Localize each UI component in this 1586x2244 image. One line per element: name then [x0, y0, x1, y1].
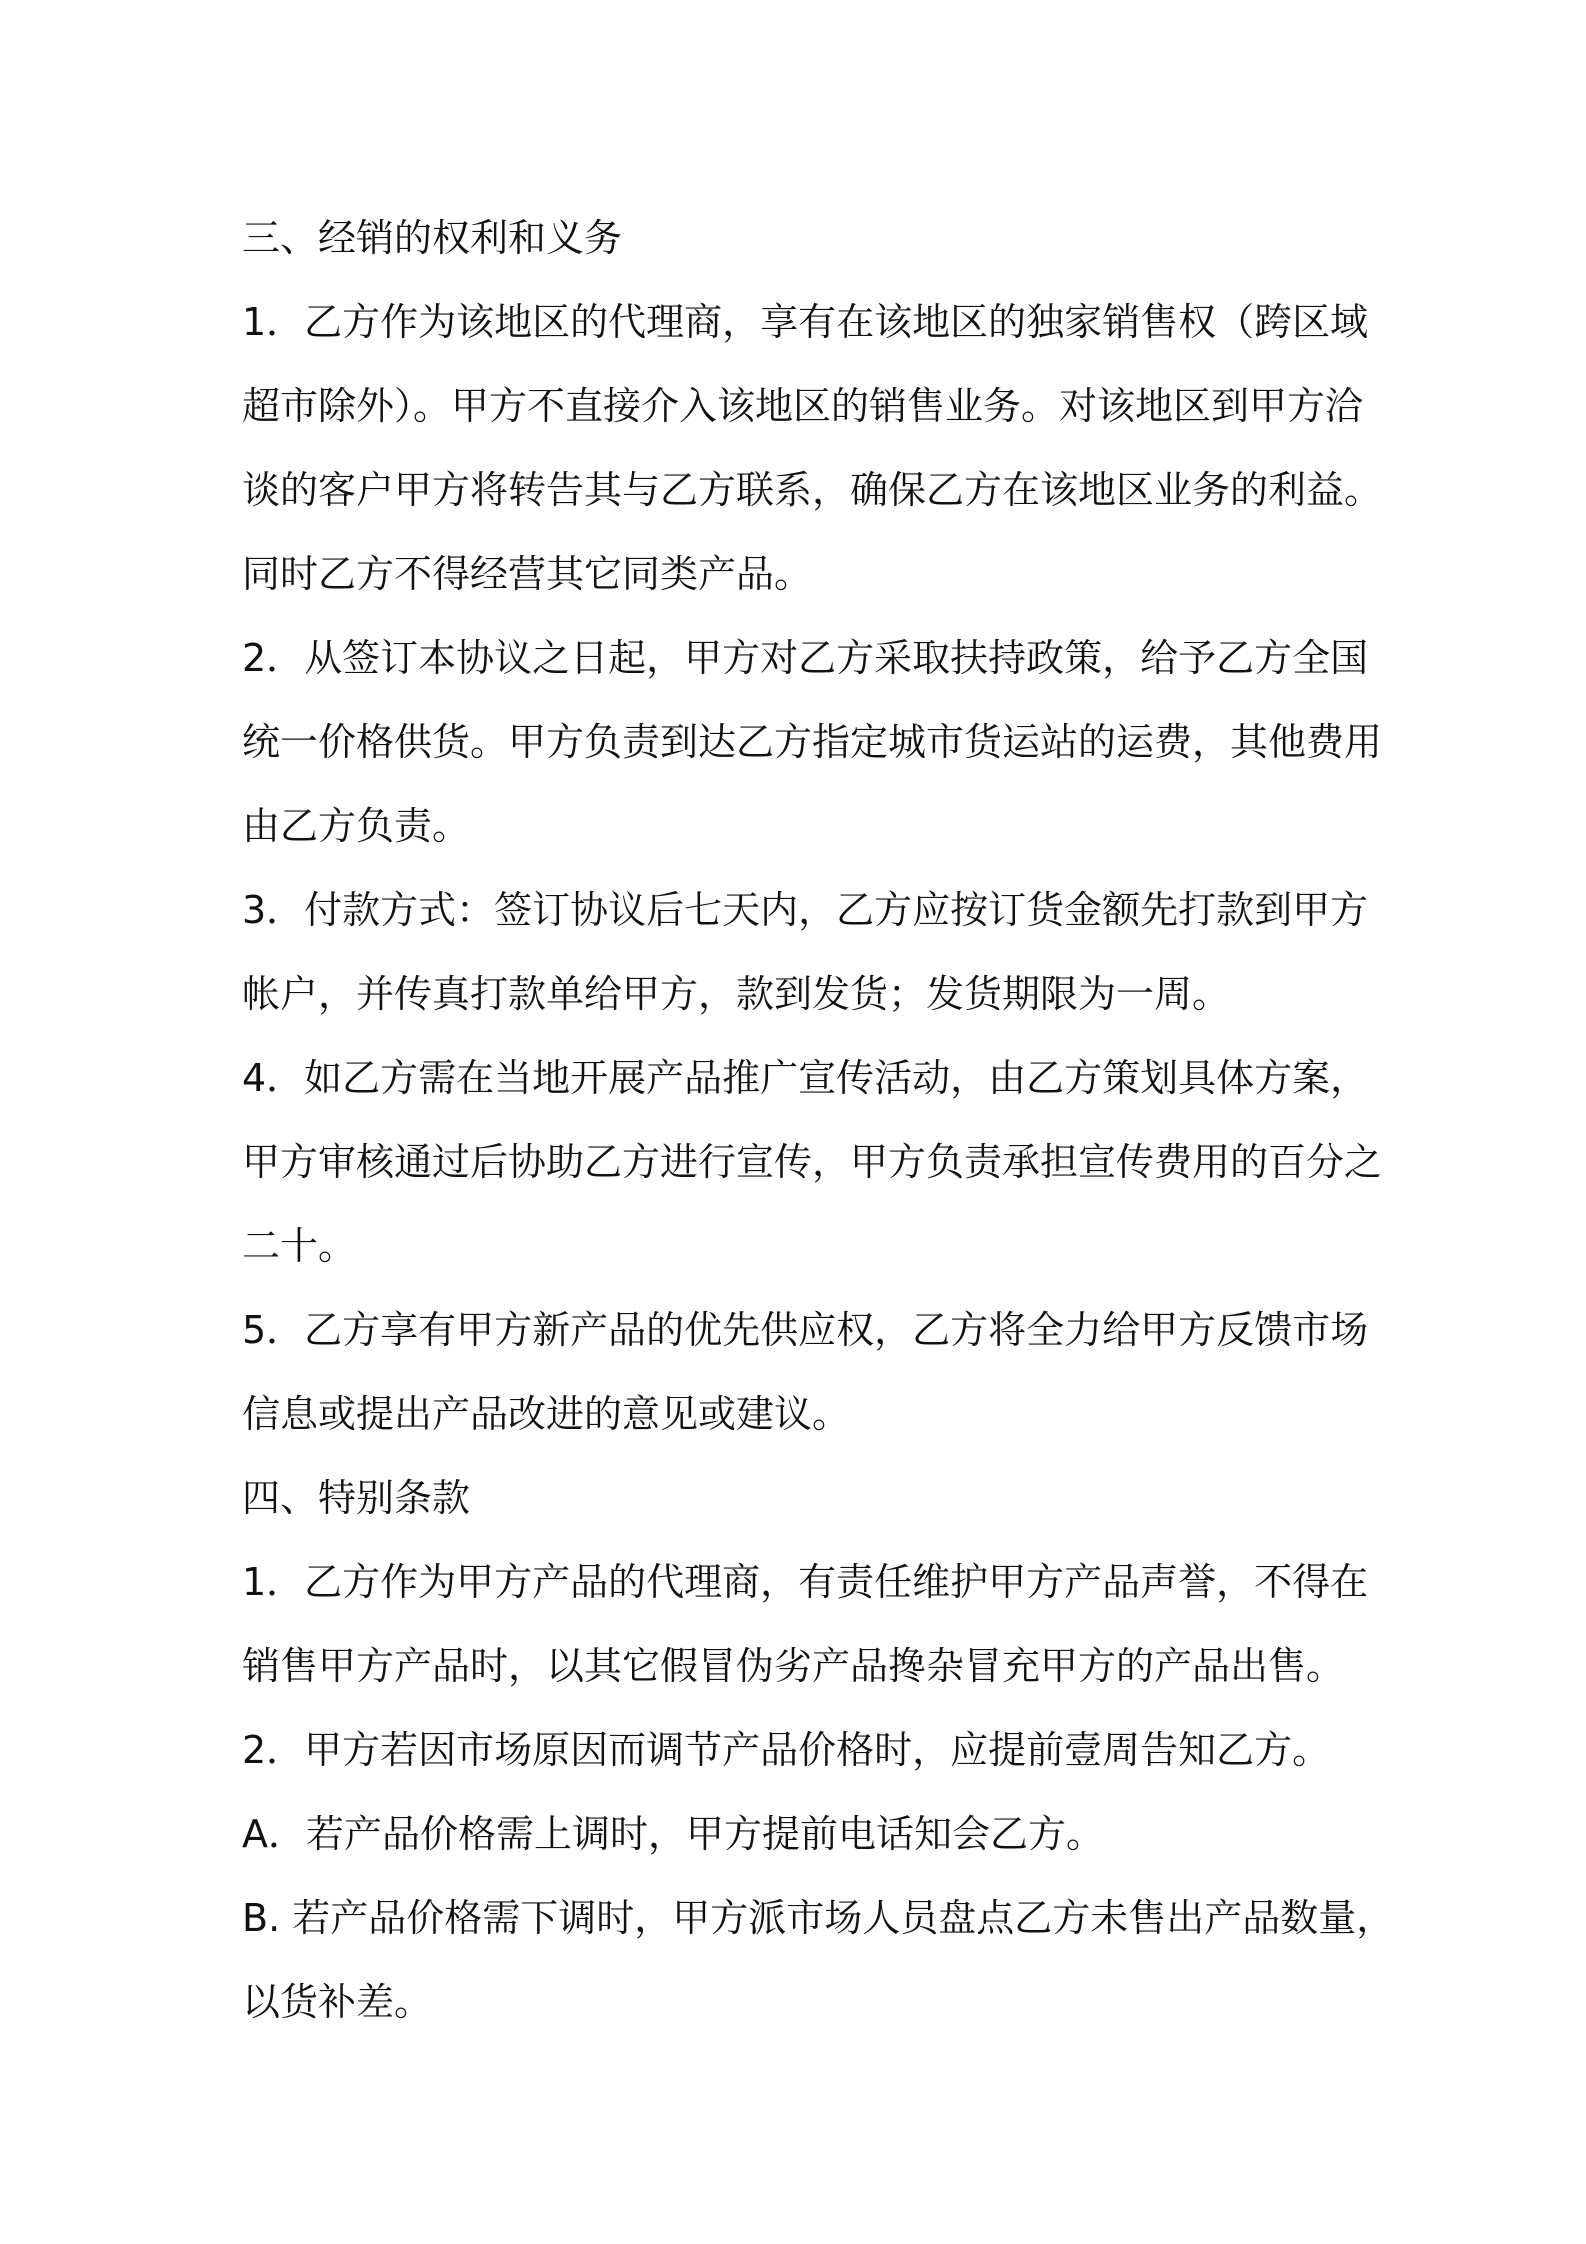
- paragraph-line: 二十。: [242, 1224, 357, 1268]
- paragraph-line: 信息或提出产品改进的意见或建议。: [242, 1392, 851, 1436]
- paragraph-line: 销售甲方产品时，以其它假冒伪劣产品搀杂冒充甲方的产品出售。: [242, 1644, 1345, 1688]
- paragraph-line: 超市除外）。甲方不直接介入该地区的销售业务。对该地区到甲方洽: [242, 384, 1364, 428]
- section-heading-rights-obligations: 三、经销的权利和义务: [242, 216, 623, 260]
- paragraph-line: 3．付款方式：签订协议后七天内，乙方应按订货金额先打款到甲方: [242, 888, 1369, 932]
- paragraph-line: 2．从签订本协议之日起，甲方对乙方采取扶持政策，给予乙方全国: [242, 636, 1369, 680]
- paragraph-line: B. 若产品价格需下调时，甲方派市场人员盘点乙方未售出产品数量，: [242, 1896, 1395, 1940]
- paragraph-line: 4．如乙方需在当地开展产品推广宣传活动，由乙方策划具体方案，: [242, 1056, 1369, 1100]
- paragraph-line: A．若产品价格需上调时，甲方提前电话知会乙方。: [242, 1812, 1104, 1856]
- paragraph-line: 谈的客户甲方将转告其与乙方联系，确保乙方在该地区业务的利益。: [242, 468, 1383, 512]
- paragraph-line: 甲方审核通过后协助乙方进行宣传，甲方负责承担宣传费用的百分之: [242, 1140, 1383, 1184]
- paragraph-line: 以货补差。: [242, 1980, 433, 2024]
- paragraph-line: 1．乙方作为该地区的代理商，享有在该地区的独家销售权（跨区域: [242, 300, 1369, 344]
- paragraph-line: 1．乙方作为甲方产品的代理商，有责任维护甲方产品声誉，不得在: [242, 1560, 1369, 1604]
- paragraph-line: 帐户，并传真打款单给甲方，款到发货；发货期限为一周。: [242, 972, 1231, 1016]
- paragraph-line: 由乙方负责。: [242, 804, 471, 848]
- paragraph-line: 同时乙方不得经营其它同类产品。: [242, 552, 813, 596]
- document-body: [242, 196, 1395, 2044]
- paragraph-line: 2．甲方若因市场原因而调节产品价格时，应提前壹周告知乙方。: [242, 1728, 1331, 1772]
- section-heading-special-terms: 四、特别条款: [242, 1476, 471, 1520]
- paragraph-line: 统一价格供货。甲方负责到达乙方指定城市货运站的运费，其他费用: [242, 720, 1383, 764]
- paragraph-line: 5．乙方享有甲方新产品的优先供应权，乙方将全力给甲方反馈市场: [242, 1308, 1369, 1352]
